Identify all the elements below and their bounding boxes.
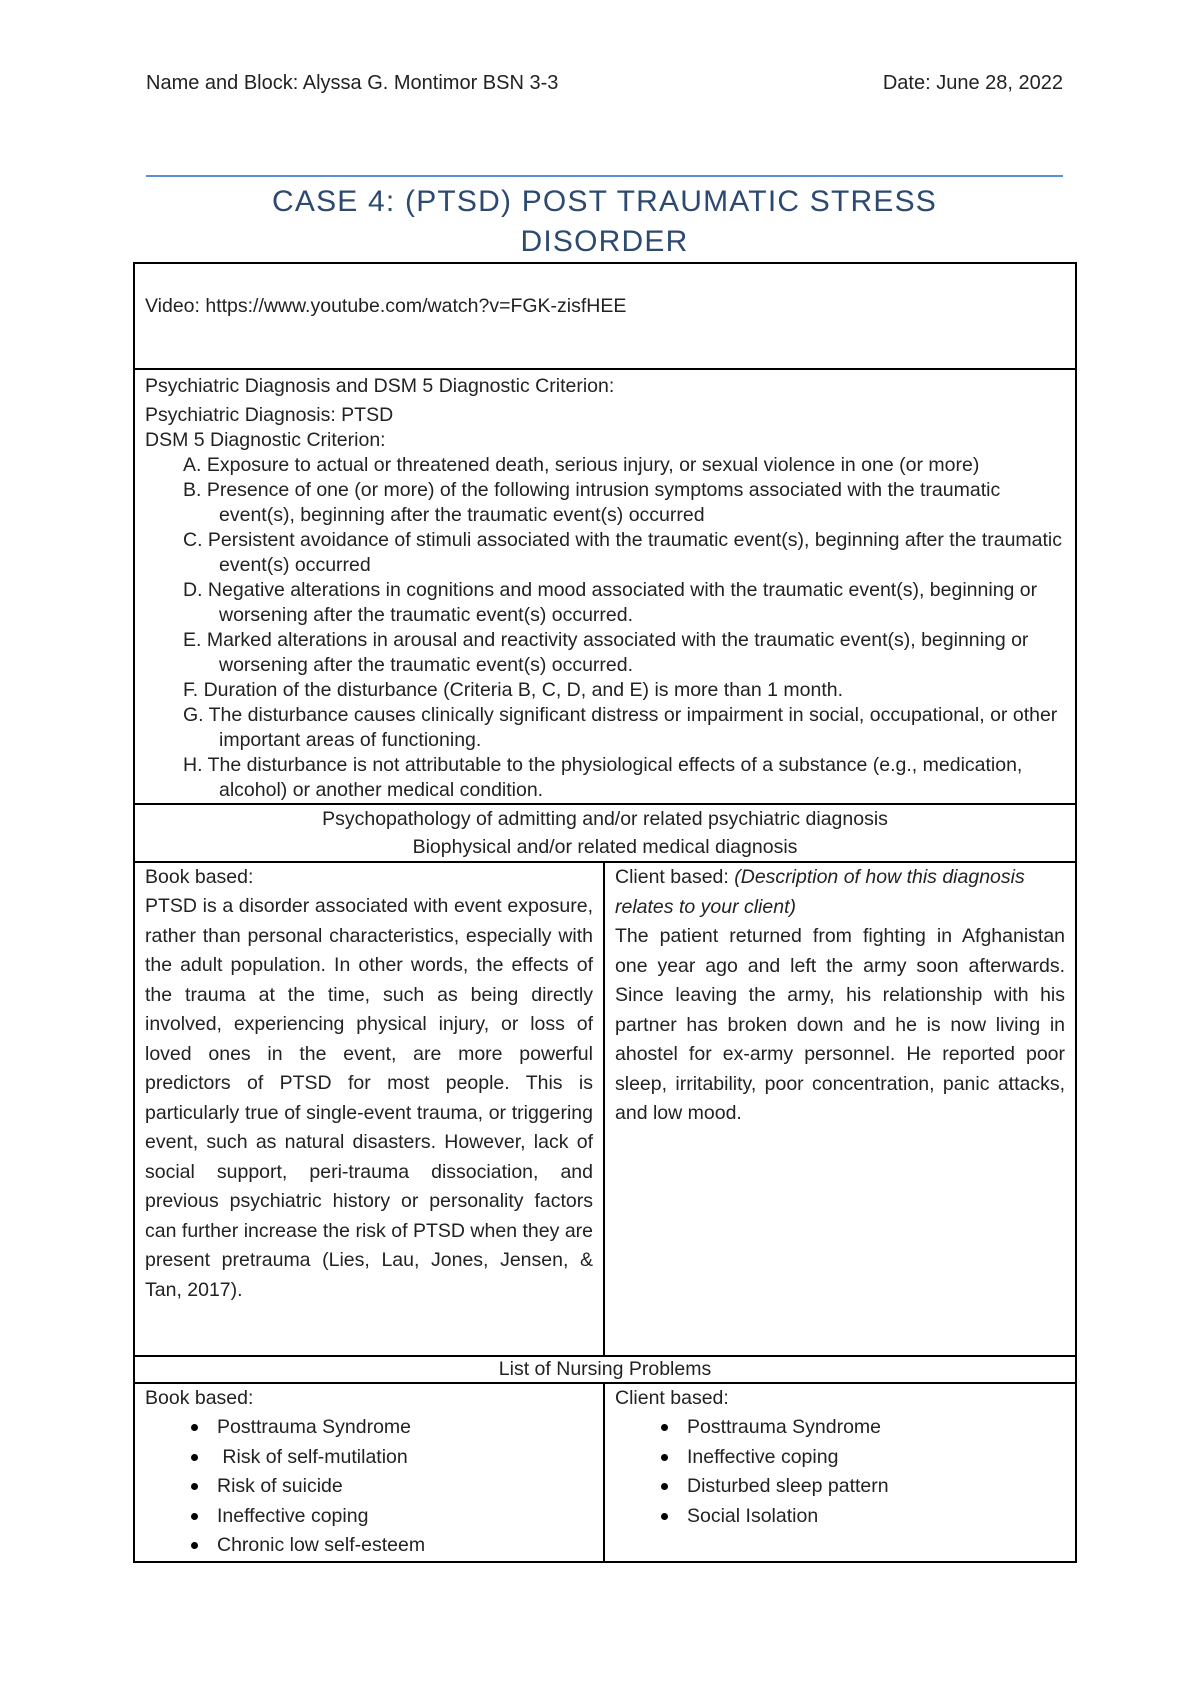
nursing-client-list [615,1413,1065,1531]
nursing-book-label: Book based: [145,1387,254,1409]
nursing-problems-heading-row [134,1356,1076,1383]
criterion-b: B. Presence of one (or more) of the following intrusion symptoms associated with the traumatic event(s), beginning after the traumatic event(s) occurred [183,479,1001,526]
name-and-block: Name and Block: Alyssa G. Montimor BSN 3-3 [146,72,559,94]
nursing-problems-row [134,1383,1076,1562]
list-item-text: Ineffective coping [217,1504,369,1527]
list-item [615,1472,1065,1502]
criterion-d: D. Negative alterations in cognitions and mood associated with the traumatic event(s), beginning or worsening after the traumatic event(s) occurred. [183,579,1038,626]
psychopathology-book-cell [134,862,604,1356]
criterion-e: E. Marked alterations in arousal and reactivity associated with the traumatic event(s), beginning or worsening after the traumatic event(s) occurred. [183,629,1029,676]
nursing-problems-heading: List of Nursing Problems [498,1358,712,1380]
criterion-g: G. The disturbance causes clinically significant distress or impairment in social, occupational, or other important areas of functioning. [183,704,1058,751]
list-item-text: Ineffective coping [687,1445,839,1468]
nursing-book-list [145,1413,593,1561]
list-item-text: Risk of self-mutilation [217,1445,408,1468]
video-link[interactable]: Video: https://www.youtube.com/watch?v=FGK-zisfHEE [145,295,627,317]
criterion-h: H. The disturbance is not attributable to the physiological effects of a substance (e.g., medication, alcohol) or another medical condition. [183,754,1023,801]
list-item [615,1413,1065,1443]
page-title [146,182,1063,262]
bullet-icon [661,1483,668,1490]
book-based-text: PTSD is a disorder associated with event exposure, rather than personal characteristics, especially with the adult population. In other words, the effects of the trauma at the time, such as being directly involved, experiencing physical injury, or loss of loved ones in the event, are more powerful predictors of PTSD for most people. This is particularly true of single-event trauma, or triggering event, such as natural disasters. However, lack of social support, peri-trauma dissociation, and previous psychiatric history or personality factors can further increase the risk of PTSD when they are present pretrauma (Lies, Lau, Jones, Jensen, & Tan, 2017). [145,895,593,1301]
list-item [615,1443,1065,1473]
dsm-criterion-heading: DSM 5 Diagnostic Criterion: [145,429,386,451]
bullet-icon [661,1513,668,1520]
list-item [145,1472,593,1502]
list-item-text: Risk of suicide [217,1475,343,1497]
list-item [615,1502,1065,1532]
psychopathology-heading: Psychopathology of admitting and/or related psychiatric diagnosis [322,808,888,830]
client-based-description: (Description of how this diagnosis relates to your client) [615,866,1025,918]
list-item-text: Posttrauma Syndrome [217,1416,412,1438]
nursing-client-label: Client based: [615,1387,729,1409]
psychiatric-diagnosis: Psychiatric Diagnosis: PTSD [145,404,394,426]
bullet-icon [191,1424,198,1431]
list-item-text: Disturbed sleep pattern [687,1475,889,1497]
title-line-1: CASE 4: (PTSD) POST TRAUMATIC STRESS [272,185,937,218]
nursing-book-cell [134,1383,604,1562]
criterion-a: A. Exposure to actual or threatened death, serious injury, or sexual violence in one (or more) [183,454,980,476]
bullet-icon [661,1454,668,1461]
nursing-problems-heading-cell [134,1356,1076,1383]
bullet-icon [191,1483,198,1490]
bullet-icon [191,1542,198,1549]
client-based-label: Client based: [615,866,735,888]
bullet-icon [191,1454,198,1461]
dsm-criteria-list [145,453,1065,803]
diagnosis-cell [134,369,1076,804]
client-based-text: The patient returned from fighting in Afghanistan one year ago and left the army soon afterwards. Since leaving the army, his relationship with his partner has broken down and he is now living in ahostel for ex-army personnel. He reported poor sleep, irritability, poor concentration, panic attacks, and low mood. [615,925,1066,1124]
document-date: Date: June 28, 2022 [882,72,1063,94]
case-table [133,262,1077,1563]
list-item [145,1502,593,1532]
list-item-text: Social Isolation [687,1504,819,1527]
video-cell [134,263,1076,369]
list-item [145,1413,593,1443]
biophysical-heading: Biophysical and/or related medical diagnosis [412,836,798,858]
psychopathology-heading-row [134,804,1076,862]
nursing-client-cell [604,1383,1076,1562]
psychopathology-client-cell [604,862,1076,1356]
psychopathology-content-row [134,862,1076,1356]
criterion-c: C. Persistent avoidance of stimuli associated with the traumatic event(s), beginning after the traumatic event(s) occurred [183,529,1063,576]
diagnosis-row [134,369,1076,804]
book-based-label: Book based: [145,866,254,888]
criterion-f: F. Duration of the disturbance (Criteria B, C, D, and E) is more than 1 month. [183,679,844,701]
list-item [145,1443,593,1473]
bullet-icon [661,1424,668,1431]
list-item-text: Posttrauma Syndrome [687,1416,882,1438]
psychopathology-heading-cell [134,804,1076,862]
client-based-heading [615,863,1065,922]
bullet-icon [191,1513,198,1520]
title-divider [146,175,1063,177]
list-item-text: Chronic low self-esteem [217,1534,426,1556]
title-line-2: DISORDER [520,225,689,258]
list-item [145,1531,593,1561]
video-row [134,263,1076,369]
diagnosis-heading: Psychiatric Diagnosis and DSM 5 Diagnostic Criterion: [145,375,615,397]
